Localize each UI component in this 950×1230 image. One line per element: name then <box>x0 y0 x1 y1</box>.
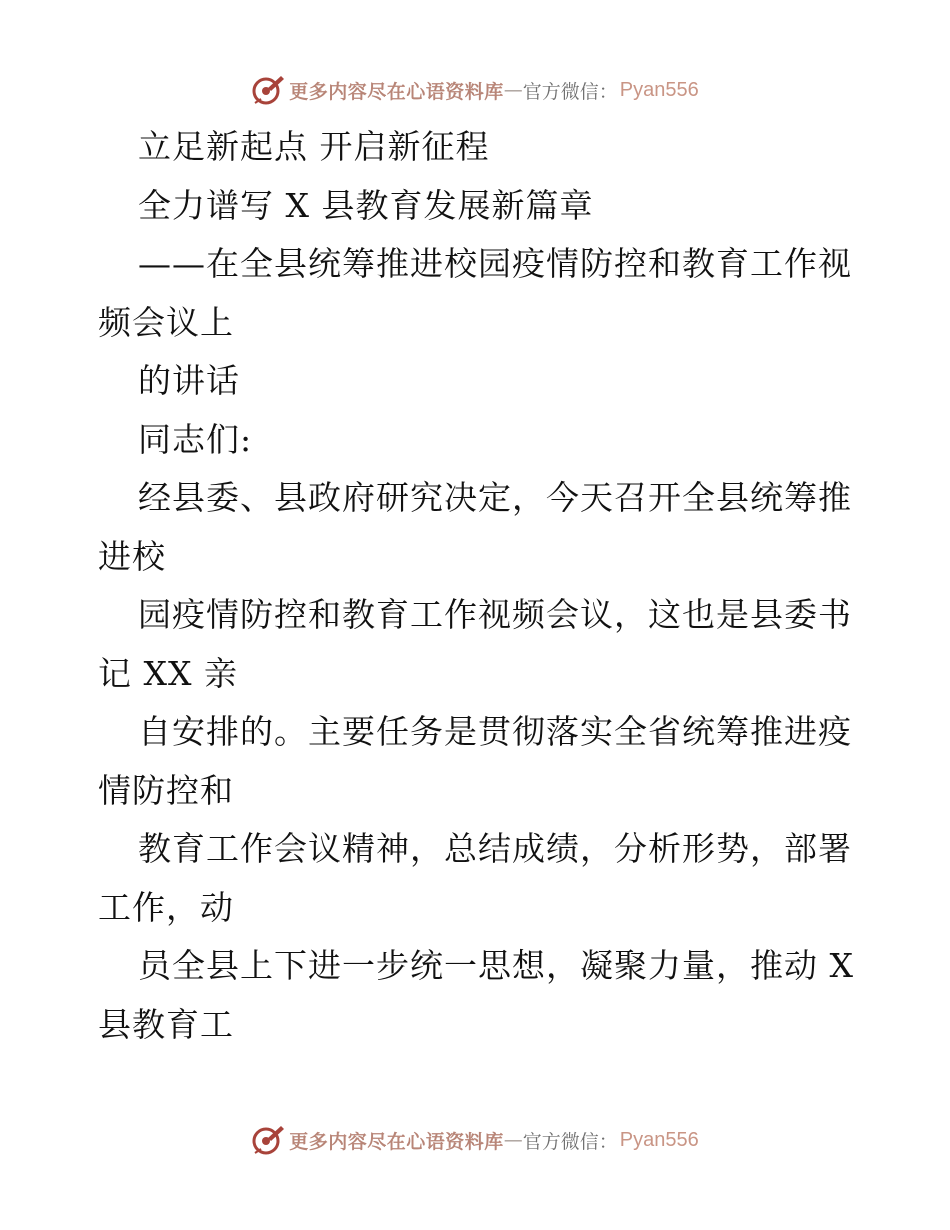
banner-wechat-id: Pyan556 <box>619 78 699 101</box>
banner-wechat-label: 官方微信： <box>522 80 618 103</box>
pen-logo-icon <box>251 73 285 107</box>
banner-separator: — <box>503 1129 523 1151</box>
header-banner <box>0 70 950 110</box>
doc-line: 情防控和 <box>98 770 234 810</box>
doc-line: ——在全县统筹推进校园疫情防控和教育工作视 <box>138 244 852 283</box>
doc-line: 立足新起点 开启新征程 <box>138 127 490 166</box>
doc-line: 记 XX 亲 <box>98 653 238 693</box>
doc-line: 自安排的。主要任务是贯彻落实全省统筹推进疫 <box>138 712 852 751</box>
doc-line: 同志们: <box>138 419 253 459</box>
doc-line: 园疫情防控和教育工作视频会议，这也是县委书 <box>138 595 852 634</box>
document-body <box>98 118 858 1054</box>
footer-banner <box>0 1120 950 1160</box>
doc-line: 频会议上 <box>98 302 234 342</box>
doc-line: 经县委、县政府研究决定，今天召开全县统筹推 <box>138 478 852 517</box>
banner-site-text: 更多内容尽在心语资料库 <box>289 80 504 103</box>
banner-wechat-id: Pyan556 <box>619 1128 699 1151</box>
doc-line: 员全县上下进一步统一思想，凝聚力量，推动 X <box>138 946 854 985</box>
banner-separator: — <box>503 79 523 101</box>
doc-line: 工作，动 <box>98 887 234 927</box>
pen-logo-icon <box>251 1123 285 1157</box>
doc-line: 县教育工 <box>98 1004 234 1044</box>
banner-wechat-label: 官方微信： <box>522 1130 618 1153</box>
doc-line: 教育工作会议精神，总结成绩，分析形势，部署 <box>138 829 852 868</box>
doc-line: 进校 <box>98 536 166 576</box>
doc-line: 的讲话 <box>138 361 240 400</box>
doc-line: 全力谱写 X 县教育发展新篇章 <box>138 185 594 225</box>
banner-site-text: 更多内容尽在心语资料库 <box>289 1130 504 1153</box>
